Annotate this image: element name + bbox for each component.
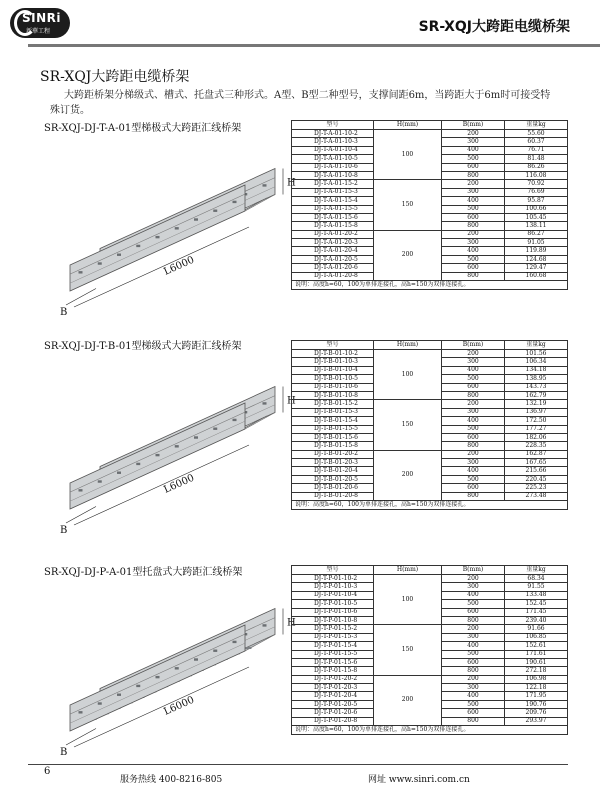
cell-width: 300 — [442, 408, 505, 416]
cell-weight: 100.66 — [505, 205, 568, 213]
cell-weight: 138.95 — [505, 375, 568, 383]
front-side-rail-hole — [213, 428, 217, 430]
cell-weight: 105.45 — [505, 213, 568, 221]
cell-weight: 177.27 — [505, 425, 568, 433]
cell-weight: 215.66 — [505, 467, 568, 475]
header-b: B(mm) — [442, 341, 505, 350]
cell-width: 600 — [442, 709, 505, 717]
cell-model: DJ-T-P-01-15-3 — [292, 633, 374, 641]
cell-model: DJ-T-A-01-20-3 — [292, 239, 374, 247]
service-hotline: 服务热线 400-8216-805 — [120, 775, 223, 785]
cell-weight: 228.35 — [505, 442, 568, 450]
cell-model: DJ-T-P-01-15-8 — [292, 667, 374, 675]
cell-model: DJ-T-P-01-20-8 — [292, 717, 374, 725]
front-side-rail-hole — [117, 472, 121, 474]
cell-model: DJ-T-B-01-20-6 — [292, 484, 374, 492]
front-side-rail-hole — [79, 271, 83, 273]
cell-weight: 162.87 — [505, 450, 568, 458]
website-address: 网址 www.sinri.com.cn — [368, 775, 470, 785]
cell-model: DJ-T-P-01-10-6 — [292, 608, 374, 616]
header-model: 型号 — [292, 566, 374, 575]
table-header-row — [292, 121, 568, 130]
cell-model: DJ-T-A-01-10-6 — [292, 163, 374, 171]
front-side-rail-rib2 — [70, 643, 245, 723]
table-row — [292, 675, 568, 683]
header-h: H(mm) — [374, 341, 442, 350]
cell-model: DJ-T-A-01-15-4 — [292, 197, 374, 205]
cell-weight: 76.69 — [505, 188, 568, 196]
cell-width: 600 — [442, 213, 505, 221]
front-side-rail-hole — [156, 236, 160, 238]
cell-model: DJ-T-P-01-20-4 — [292, 692, 374, 700]
table-row — [292, 180, 568, 188]
cell-weight: 190.76 — [505, 700, 568, 708]
cell-weight: 55.60 — [505, 130, 568, 138]
cell-width: 200 — [442, 230, 505, 238]
cell-width: 800 — [442, 667, 505, 675]
cell-model: DJ-T-P-01-10-5 — [292, 600, 374, 608]
cell-model: DJ-T-B-01-20-4 — [292, 467, 374, 475]
cell-weight: 273.48 — [505, 492, 568, 500]
front-side-rail-hole — [213, 650, 217, 652]
cell-height: 200 — [374, 450, 442, 500]
cell-height: 150 — [374, 400, 442, 450]
intro-paragraph: 大跨距桥架分梯级式、槽式、托盘式三种形式。A型、B型二种型号，支撑间距6m，当跨距大于6m时可接受特殊订货。 — [50, 90, 551, 116]
front-side-rail-hole — [233, 419, 237, 421]
page-number: 6 — [44, 766, 51, 777]
cell-width: 200 — [442, 400, 505, 408]
cell-weight: 209.76 — [505, 709, 568, 717]
tray-diagram-pa — [40, 580, 296, 760]
cell-width: 400 — [442, 247, 505, 255]
cell-model: DJ-T-B-01-15-4 — [292, 417, 374, 425]
cell-model: DJ-T-A-01-15-2 — [292, 180, 374, 188]
header-divider — [28, 44, 600, 47]
cell-width: 300 — [442, 583, 505, 591]
header-model: 型号 — [292, 121, 374, 130]
front-side-rail-hole — [117, 694, 121, 696]
cell-weight: 220.45 — [505, 475, 568, 483]
cell-height: 150 — [374, 625, 442, 675]
cell-model: DJ-T-A-01-10-3 — [292, 138, 374, 146]
cell-height: 100 — [374, 130, 442, 180]
front-side-rail-rib2 — [70, 203, 245, 283]
cell-weight: 138.11 — [505, 222, 568, 230]
section-title-ta: SR-XQJ-DJ-T-A-01型梯极式大跨距汇线桥架 — [44, 123, 242, 134]
table-row — [292, 575, 568, 583]
cell-width: 800 — [442, 272, 505, 280]
front-side-rail-rib — [70, 634, 245, 714]
cell-width: 600 — [442, 608, 505, 616]
cell-model: DJ-T-B-01-10-3 — [292, 358, 374, 366]
cell-width: 600 — [442, 658, 505, 666]
cell-weight: 152.61 — [505, 642, 568, 650]
cell-model: DJ-T-B-01-20-3 — [292, 459, 374, 467]
cell-weight: 91.05 — [505, 239, 568, 247]
table-note: 说明：高度h=60，100为单排连接孔，高h=150为双排连接孔。 — [292, 281, 568, 290]
cell-weight: 101.56 — [505, 350, 568, 358]
cell-width: 400 — [442, 692, 505, 700]
cell-weight: 134.18 — [505, 366, 568, 374]
cell-height: 100 — [374, 575, 442, 625]
cell-model: DJ-T-P-01-20-3 — [292, 684, 374, 692]
front-side-rail-hole — [213, 210, 217, 212]
cell-height: 150 — [374, 180, 442, 230]
cell-model: DJ-T-A-01-20-6 — [292, 264, 374, 272]
cell-model: DJ-T-B-01-15-5 — [292, 425, 374, 433]
height-label: H — [287, 617, 296, 629]
header-model: 型号 — [292, 341, 374, 350]
ladder-tray-diagram-tb — [40, 358, 296, 538]
cell-width: 600 — [442, 383, 505, 391]
cell-model: DJ-T-P-01-10-8 — [292, 616, 374, 624]
table-note-row — [292, 501, 568, 510]
width-label: B — [60, 525, 68, 536]
cell-model: DJ-T-B-01-20-5 — [292, 475, 374, 483]
cell-width: 400 — [442, 366, 505, 374]
cell-width: 500 — [442, 475, 505, 483]
front-side-rail-hole — [136, 245, 140, 247]
header-b: B(mm) — [442, 566, 505, 575]
company-logo — [10, 8, 70, 38]
cell-model: DJ-T-A-01-15-5 — [292, 205, 374, 213]
cell-weight: 167.65 — [505, 459, 568, 467]
cell-width: 500 — [442, 155, 505, 163]
ladder-tray-diagram-ta — [40, 140, 296, 320]
cell-width: 500 — [442, 255, 505, 263]
table-row — [292, 625, 568, 633]
front-side-rail-hole — [156, 676, 160, 678]
cell-model: DJ-T-B-01-10-8 — [292, 391, 374, 399]
cell-width: 500 — [442, 425, 505, 433]
cell-weight: 122.18 — [505, 684, 568, 692]
table-header-row — [292, 341, 568, 350]
cell-width: 800 — [442, 717, 505, 725]
front-side-rail-hole — [175, 445, 179, 447]
cell-height: 200 — [374, 675, 442, 725]
front-side-rail-hole — [194, 218, 198, 220]
table-row — [292, 130, 568, 138]
cell-model: DJ-T-B-01-20-8 — [292, 492, 374, 500]
cell-weight: 132.19 — [505, 400, 568, 408]
footer-divider — [28, 764, 568, 765]
header-weight: 重量kg — [505, 341, 568, 350]
cell-model: DJ-T-P-01-15-4 — [292, 642, 374, 650]
cell-weight: 68.34 — [505, 575, 568, 583]
section-title-tb: SR-XQJ-DJ-T-B-01型梯级式大跨距汇线桥架 — [44, 341, 242, 352]
cell-model: DJ-T-A-01-20-8 — [292, 272, 374, 280]
cell-weight: 136.97 — [505, 408, 568, 416]
front-side-rail-hole — [194, 436, 198, 438]
table-note: 说明：高度h=60，100为单排连接孔，高h=150为双排连接孔。 — [292, 726, 568, 735]
cell-weight: 239.40 — [505, 616, 568, 624]
cell-model: DJ-T-P-01-20-2 — [292, 675, 374, 683]
logo-text: SINRi — [22, 11, 62, 25]
cell-width: 300 — [442, 188, 505, 196]
cell-model: DJ-T-P-01-10-4 — [292, 591, 374, 599]
logo-subtext: 新華工程 — [26, 28, 51, 35]
cell-weight: 106.85 — [505, 633, 568, 641]
table-row — [292, 230, 568, 238]
cell-width: 500 — [442, 600, 505, 608]
front-side-rail-hole — [98, 702, 102, 704]
cell-model: DJ-T-A-01-20-5 — [292, 255, 374, 263]
cell-width: 500 — [442, 650, 505, 658]
cell-width: 400 — [442, 591, 505, 599]
front-side-rail-hole — [136, 685, 140, 687]
cell-width: 200 — [442, 675, 505, 683]
cell-model: DJ-T-B-01-15-3 — [292, 408, 374, 416]
cell-width: 300 — [442, 358, 505, 366]
cell-weight: 160.68 — [505, 272, 568, 280]
cell-weight: 225.23 — [505, 484, 568, 492]
cell-weight: 171.95 — [505, 692, 568, 700]
table-row — [292, 450, 568, 458]
table-note: 说明：高度h=60，100为单排连接孔，高h=150为双排连接孔。 — [292, 501, 568, 510]
cell-model: DJ-T-A-01-15-6 — [292, 213, 374, 221]
cell-width: 200 — [442, 180, 505, 188]
cell-weight: 106.34 — [505, 358, 568, 366]
header-weight: 重量kg — [505, 566, 568, 575]
front-side-rail-hole — [194, 658, 198, 660]
back-side-rail-hole — [263, 624, 267, 626]
width-label: B — [60, 747, 68, 758]
cell-width: 300 — [442, 239, 505, 247]
cell-model: DJ-T-B-01-15-6 — [292, 433, 374, 441]
cell-model: DJ-T-B-01-20-2 — [292, 450, 374, 458]
cell-model: DJ-T-A-01-15-3 — [292, 188, 374, 196]
cell-model: DJ-T-B-01-15-2 — [292, 400, 374, 408]
front-side-rail-hole — [117, 254, 121, 256]
cell-weight: 152.45 — [505, 600, 568, 608]
cell-weight: 182.06 — [505, 433, 568, 441]
cell-width: 200 — [442, 625, 505, 633]
cell-width: 400 — [442, 197, 505, 205]
spec-table-pa — [291, 565, 568, 735]
back-side-rail-hole — [263, 184, 267, 186]
cell-width: 300 — [442, 459, 505, 467]
cell-model: DJ-T-P-01-15-2 — [292, 625, 374, 633]
cell-model: DJ-T-B-01-10-2 — [292, 350, 374, 358]
cell-model: DJ-T-B-01-10-5 — [292, 375, 374, 383]
cell-height: 100 — [374, 350, 442, 400]
cell-model: DJ-T-A-01-10-2 — [292, 130, 374, 138]
cell-weight: 91.66 — [505, 625, 568, 633]
cell-model: DJ-T-A-01-10-4 — [292, 146, 374, 154]
length-label: L6000 — [162, 694, 197, 718]
header-weight: 重量kg — [505, 121, 568, 130]
cell-model: DJ-T-A-01-20-2 — [292, 230, 374, 238]
cell-model: DJ-T-A-01-20-4 — [292, 247, 374, 255]
cell-model: DJ-T-P-01-20-6 — [292, 709, 374, 717]
page-title: SR-XQJ大跨距电缆桥架 — [40, 69, 190, 85]
cell-weight: 91.55 — [505, 583, 568, 591]
front-side-rail-rib — [70, 194, 245, 274]
back-side-rail-hole — [263, 402, 267, 404]
cell-width: 300 — [442, 633, 505, 641]
cell-weight: 124.68 — [505, 255, 568, 263]
cell-weight: 81.48 — [505, 155, 568, 163]
cell-width: 600 — [442, 163, 505, 171]
length-label: L6000 — [162, 472, 197, 496]
header-title: SR-XQJ大跨距电缆桥架 — [418, 19, 570, 35]
cell-width: 500 — [442, 375, 505, 383]
cell-width: 400 — [442, 146, 505, 154]
cell-weight: 272.18 — [505, 667, 568, 675]
spec-table-ta — [291, 120, 568, 290]
cell-width: 300 — [442, 138, 505, 146]
cell-weight: 86.27 — [505, 230, 568, 238]
table-row — [292, 400, 568, 408]
cell-width: 800 — [442, 442, 505, 450]
cell-weight: 172.50 — [505, 417, 568, 425]
front-side-rail-hole — [175, 667, 179, 669]
cell-weight: 129.47 — [505, 264, 568, 272]
cell-weight: 133.48 — [505, 591, 568, 599]
front-side-rail-hole — [156, 454, 160, 456]
height-label: H — [287, 395, 296, 407]
cell-model: DJ-T-P-01-10-3 — [292, 583, 374, 591]
cell-model: DJ-T-B-01-15-8 — [292, 442, 374, 450]
cell-width: 800 — [442, 616, 505, 624]
cell-model: DJ-T-A-01-10-8 — [292, 171, 374, 179]
cell-height: 200 — [374, 230, 442, 280]
cell-weight: 293.97 — [505, 717, 568, 725]
cell-width: 600 — [442, 264, 505, 272]
front-side-rail-hole — [233, 641, 237, 643]
cell-weight: 116.08 — [505, 171, 568, 179]
cell-width: 200 — [442, 450, 505, 458]
cell-model: DJ-T-A-01-15-8 — [292, 222, 374, 230]
cell-model: DJ-T-P-01-10-2 — [292, 575, 374, 583]
cell-width: 200 — [442, 575, 505, 583]
cell-width: 500 — [442, 205, 505, 213]
cell-weight: 70.92 — [505, 180, 568, 188]
cell-width: 800 — [442, 222, 505, 230]
header-h: H(mm) — [374, 121, 442, 130]
spec-table-tb — [291, 340, 568, 510]
height-label: H — [287, 177, 296, 189]
front-side-rail-hole — [233, 201, 237, 203]
cell-weight: 171.61 — [505, 650, 568, 658]
cell-width: 600 — [442, 433, 505, 441]
table-note-row — [292, 726, 568, 735]
front-side-rail-hole — [98, 480, 102, 482]
cell-width: 500 — [442, 700, 505, 708]
section-title-pa: SR-XQJ-DJ-P-A-01型托盘式大跨距汇线桥架 — [44, 567, 243, 578]
tray-slot — [245, 647, 251, 649]
front-side-rail-hole — [79, 489, 83, 491]
cell-model: DJ-T-B-01-10-4 — [292, 366, 374, 374]
header-b: B(mm) — [442, 121, 505, 130]
cell-width: 600 — [442, 484, 505, 492]
header-h: H(mm) — [374, 566, 442, 575]
cell-weight: 143.73 — [505, 383, 568, 391]
cell-width: 400 — [442, 642, 505, 650]
cell-width: 800 — [442, 391, 505, 399]
cell-width: 400 — [442, 417, 505, 425]
length-label: L6000 — [162, 254, 197, 278]
cell-width: 800 — [442, 171, 505, 179]
table-note-row — [292, 281, 568, 290]
cell-weight: 162.79 — [505, 391, 568, 399]
table-header-row — [292, 566, 568, 575]
cell-weight: 76.71 — [505, 146, 568, 154]
cell-width: 400 — [442, 467, 505, 475]
cell-width: 300 — [442, 684, 505, 692]
cell-width: 800 — [442, 492, 505, 500]
cell-width: 200 — [442, 350, 505, 358]
cell-model: DJ-T-P-01-20-5 — [292, 700, 374, 708]
cell-model: DJ-T-A-01-10-5 — [292, 155, 374, 163]
cell-weight: 119.89 — [505, 247, 568, 255]
cell-weight: 60.37 — [505, 138, 568, 146]
table-row — [292, 350, 568, 358]
width-label: B — [60, 307, 68, 318]
front-side-rail-rib2 — [70, 421, 245, 501]
front-side-rail-hole — [175, 227, 179, 229]
cell-width: 200 — [442, 130, 505, 138]
cell-model: DJ-T-B-01-10-6 — [292, 383, 374, 391]
page-header — [0, 0, 600, 48]
front-side-rail-hole — [79, 711, 83, 713]
cell-weight: 190.61 — [505, 658, 568, 666]
front-side-rail-hole — [98, 262, 102, 264]
cell-weight: 171.45 — [505, 608, 568, 616]
front-side-rail-hole — [136, 463, 140, 465]
front-side-rail-rib — [70, 412, 245, 492]
cell-weight: 95.87 — [505, 197, 568, 205]
cell-model: DJ-T-P-01-15-6 — [292, 658, 374, 666]
cell-weight: 86.26 — [505, 163, 568, 171]
cell-weight: 106.98 — [505, 675, 568, 683]
cell-model: DJ-T-P-01-15-5 — [292, 650, 374, 658]
